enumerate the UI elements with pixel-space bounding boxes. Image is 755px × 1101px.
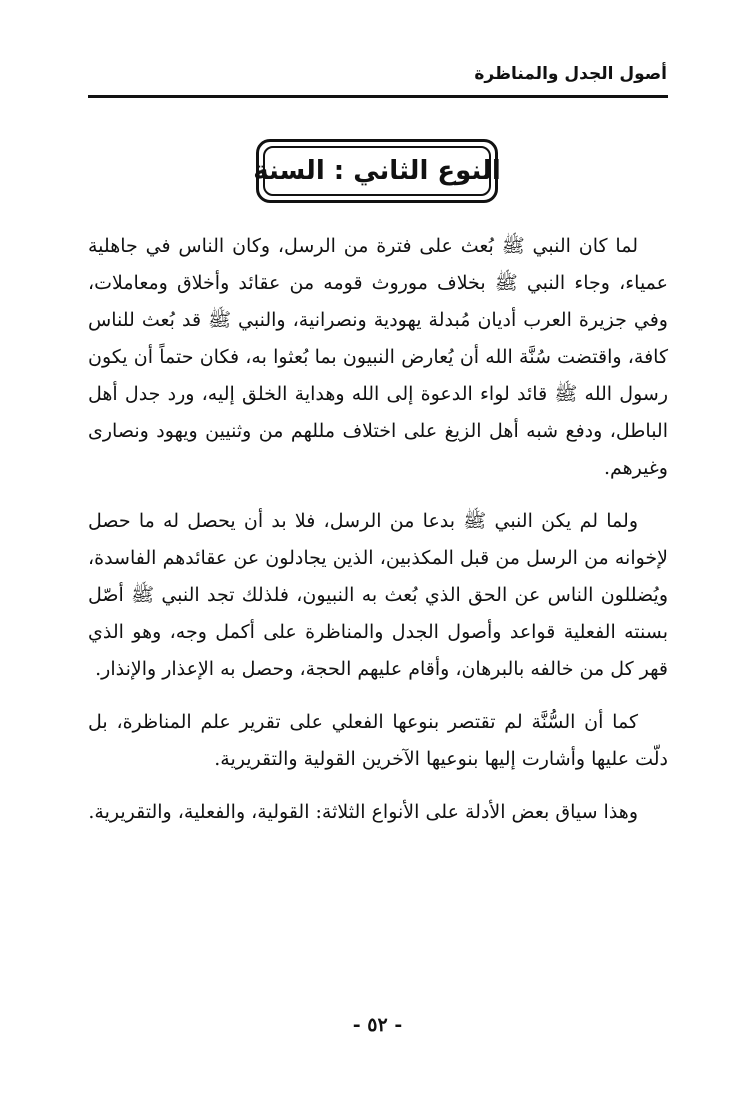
body-text — [88, 228, 668, 847]
section-title: النوع الثاني : السنة — [263, 146, 491, 196]
paragraph: كما أن السُّنَّة لم تقتصر بنوعها الفعلي على تقرير علم المناظرة، بل دلّت عليها وأشارت إليها بنوعيها الآخرين القولية والتقريرية. — [88, 711, 668, 770]
paragraph: لما كان النبي ﷺ بُعث على فترة من الرسل، وكان الناس في جاهلية عمياء، وجاء النبي ﷺ بخلاف موروث قومه من عقائد وأخلاق ومعاملات، وفي جزيرة العرب أديان مُبدلة يهودية ونصرانية، والنبي ﷺ قد بُعث للناس كافة، واقتضت سُنَّة الله أن يُعارض النبيون بما بُعثوا به، فكان حتماً أن يكون رسول الله ﷺ قائد لواء الدعوة إلى الله وهداية الخلق إليه، ورد جدل أهل الباطل، ودفع شبه أهل الزيغ على اختلاف مللهم من وثنيين ويهود ونصارى وغيرهم. — [88, 235, 668, 479]
page-number: - ٥٢ - — [352, 1014, 403, 1036]
header-divider — [88, 95, 668, 98]
section-title-frame — [253, 139, 501, 203]
paragraph: وهذا سياق بعض الأدلة على الأنواع الثلاثة: القولية، والفعلية، والتقريرية. — [88, 801, 638, 823]
paragraph: ولما لم يكن النبي ﷺ بدعا من الرسل، فلا بد أن يحصل له ما حصل لإخوانه من الرسل من قبل المكذبين، الذين يجادلون عن عقائدهم الفاسدة، ويُضللون الناس عن الحق الذي بُعث به النبيون، فلذلك تجد النبي ﷺ أصّل بسنته الفعلية قواعد وأصول الجدل والمناظرة على أكمل وجه، وهو الذي قهر كل من خالفه بالبرهان، وأقام عليهم الحجة، وحصل به الإعذار والإنذار. — [88, 510, 668, 680]
running-header: أصول الجدل والمناظرة — [474, 64, 667, 84]
